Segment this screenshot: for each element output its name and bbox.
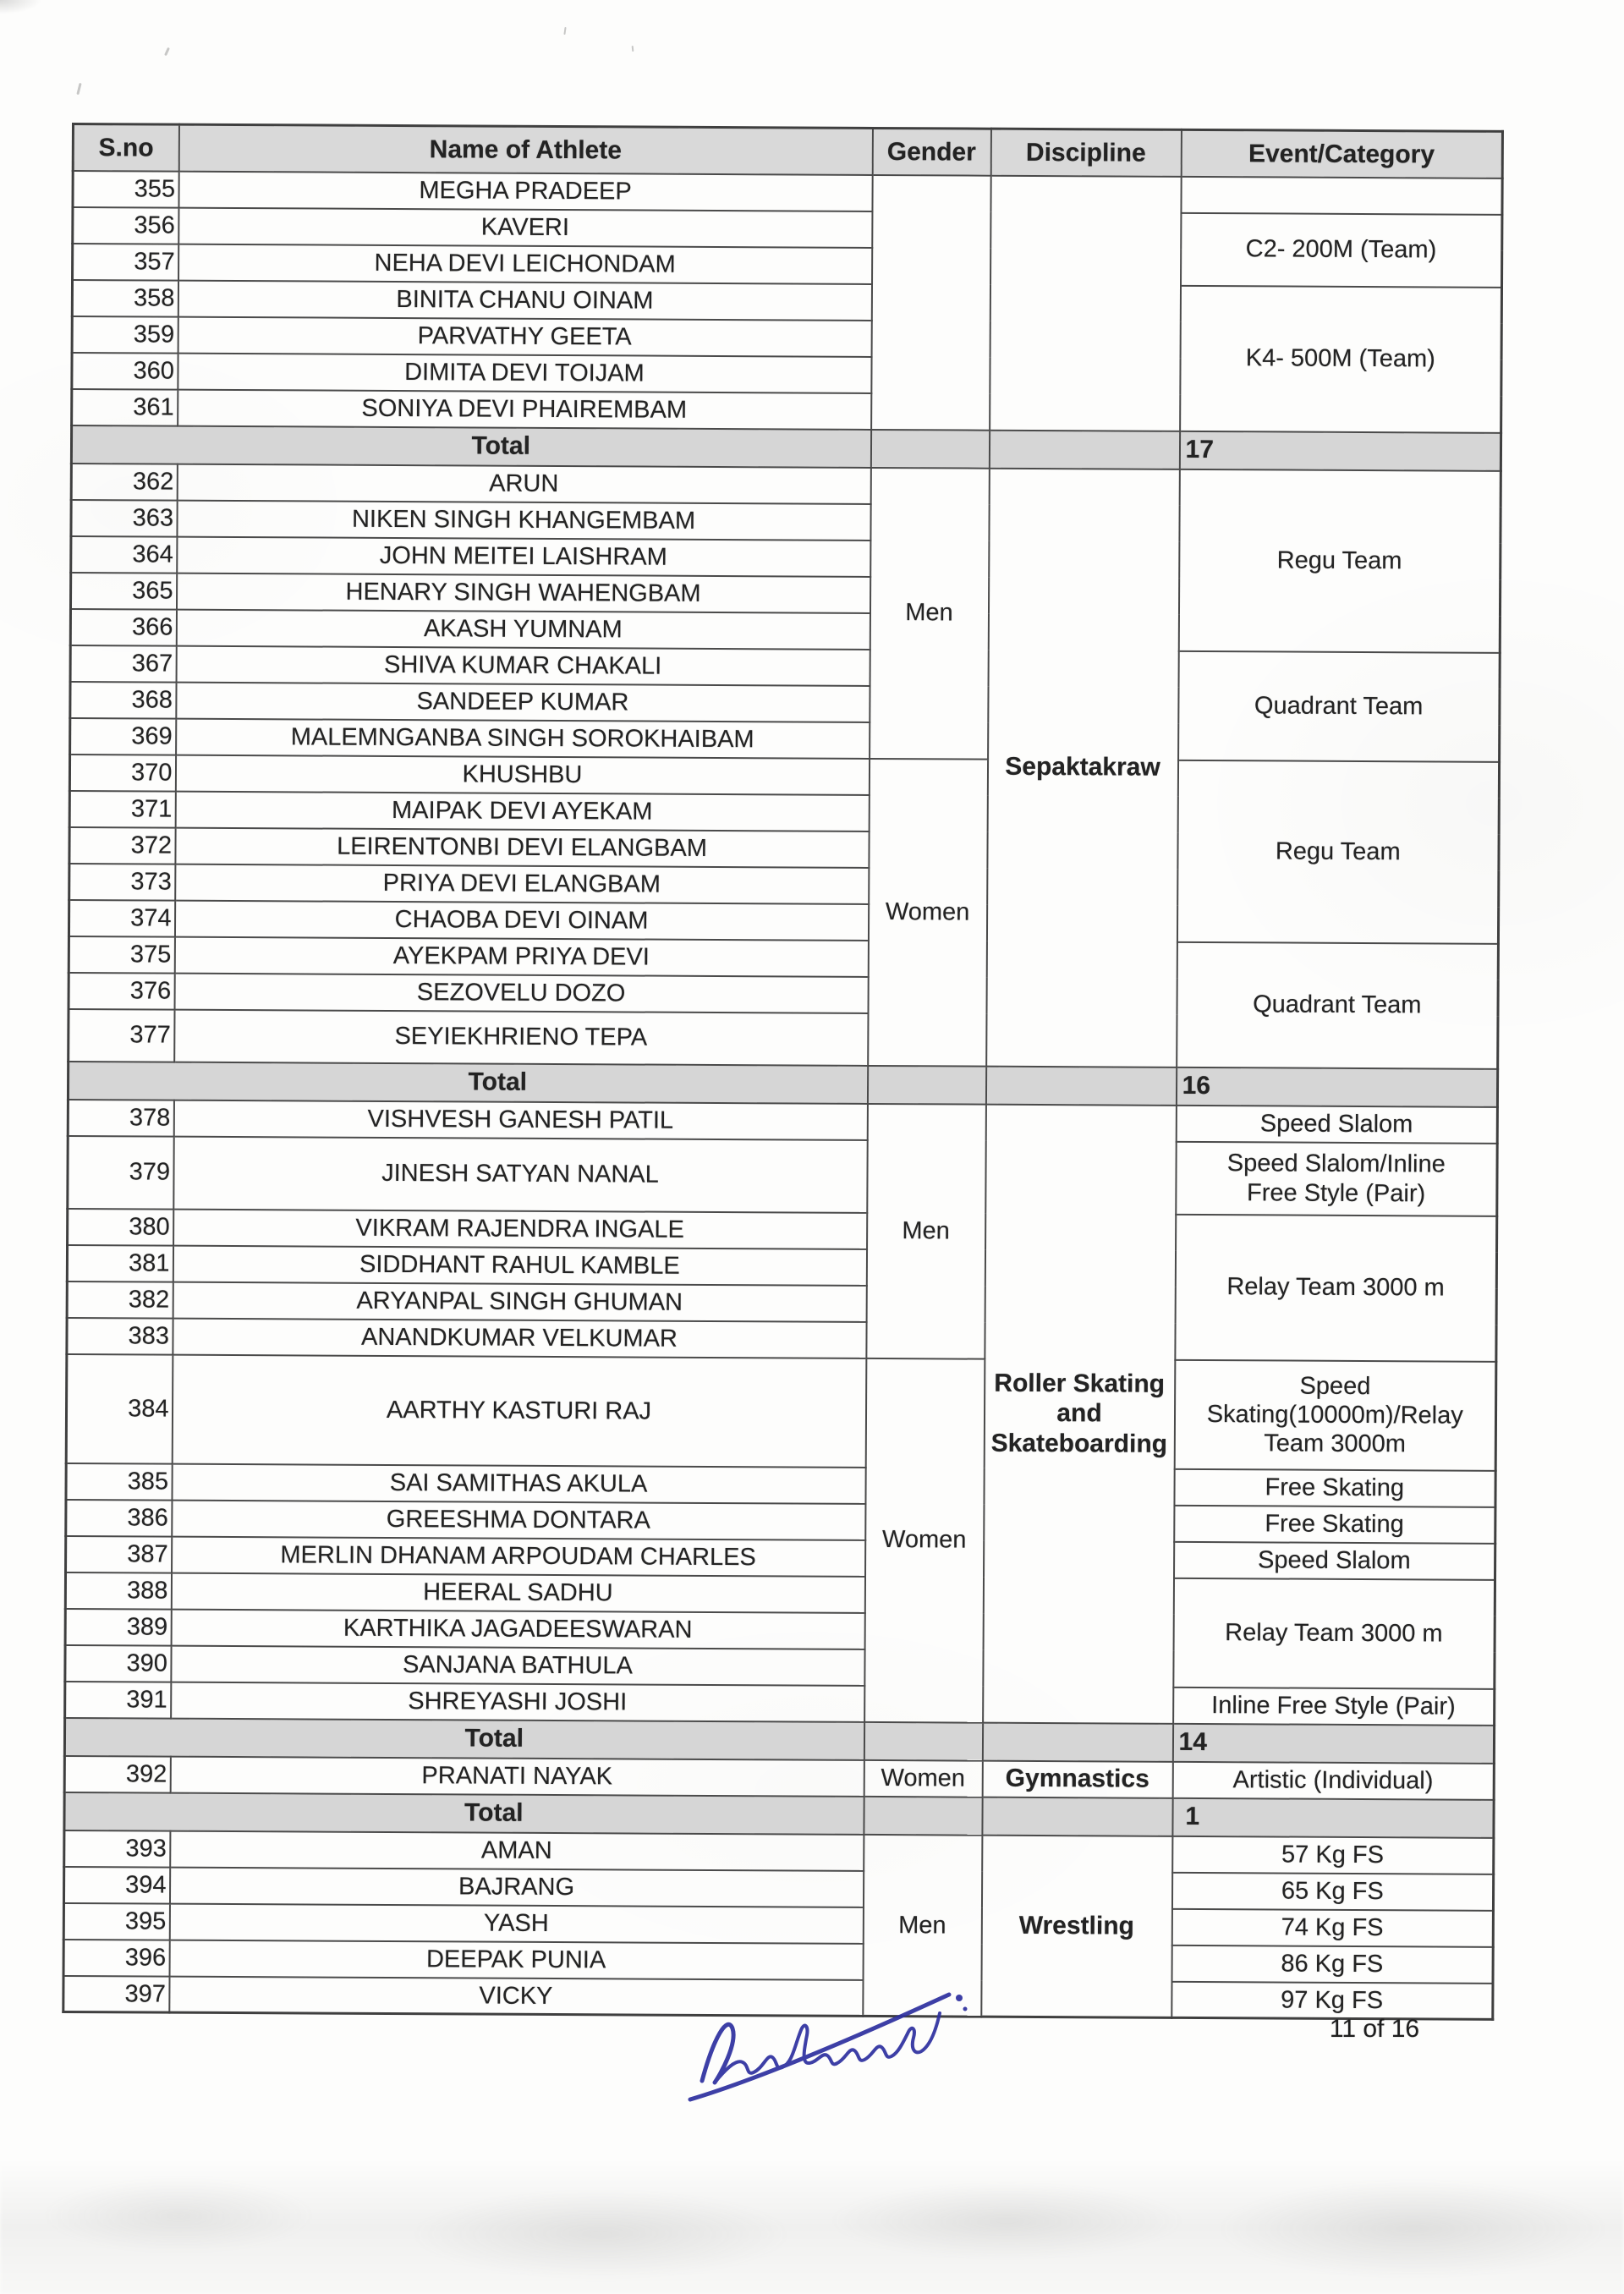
event-cell: 97 Kg FS	[1171, 1981, 1493, 2019]
sno-cell: 389	[65, 1608, 171, 1645]
name-cell: JINESH SATYAN NANAL	[173, 1136, 867, 1212]
sno-cell: 386	[66, 1499, 172, 1536]
name-cell: SAI SAMITHAS AKULA	[172, 1463, 865, 1503]
total-blank	[864, 1721, 982, 1760]
name-cell: AKASH YUMNAM	[176, 609, 870, 649]
athlete-table	[62, 123, 1504, 2021]
name-cell: SANDEEP KUMAR	[176, 682, 870, 722]
sno-cell: 372	[69, 826, 175, 864]
gender-cell: Women	[864, 1759, 982, 1797]
name-cell: DEEPAK PUNIA	[169, 1940, 863, 1979]
event-cell: Free Skating	[1174, 1505, 1495, 1543]
event-cell: 65 Kg FS	[1171, 1872, 1493, 1910]
athlete-table-sheet	[62, 123, 1504, 2021]
event-cell: Speed Slalom	[1174, 1541, 1495, 1579]
sno-cell: 395	[63, 1902, 169, 1940]
total-value: 1	[1172, 1797, 1494, 1837]
event-cell: Speed Skating(10000m)/Relay Team 3000m	[1174, 1359, 1496, 1470]
name-cell: KARTHIKA JAGADEESWARAN	[171, 1609, 864, 1649]
total-value: 16	[1176, 1067, 1497, 1106]
sno-cell: 366	[70, 609, 176, 646]
name-cell: ANANDKUMAR VELKUMAR	[173, 1318, 866, 1358]
sno-cell: 355	[73, 171, 178, 208]
name-cell: AYEKPAM PRIYA DEVI	[174, 936, 868, 976]
name-cell: MERLIN DHANAM ARPOUDAM CHARLES	[172, 1536, 865, 1576]
name-cell: AMAN	[170, 1830, 864, 1870]
table-row	[66, 1353, 1496, 1470]
name-cell: MEGHA PRADEEP	[178, 171, 872, 211]
total-blank	[867, 1065, 985, 1104]
gender-cell: Men	[863, 1834, 982, 2017]
gender-cell: Men	[866, 1103, 986, 1358]
total-label: Total	[68, 1061, 867, 1103]
sno-cell: 359	[72, 316, 178, 354]
sno-cell: 384	[66, 1353, 173, 1463]
pencil-mark	[563, 27, 566, 35]
event-cell: K4- 500M (Team)	[1180, 285, 1502, 432]
discipline-cell: Sepaktakraw	[986, 468, 1180, 1067]
table-row	[68, 1135, 1497, 1216]
event-cell: Regu Team	[1178, 469, 1501, 652]
name-cell: PRANATI NAYAK	[170, 1756, 864, 1796]
header-discipline: Discipline	[990, 129, 1181, 176]
event-cell: Relay Team 3000 m	[1173, 1578, 1495, 1688]
sno-cell: 387	[66, 1535, 172, 1572]
event-cell: Inline Free Style (Pair)	[1173, 1687, 1495, 1725]
event-cell: Speed Slalom	[1176, 1105, 1497, 1143]
sno-cell: 393	[64, 1830, 170, 1867]
sno-cell: 376	[69, 972, 174, 1009]
event-cell: Speed Slalom/Inline Free Style (Pair)	[1176, 1141, 1497, 1216]
name-cell: DIMITA DEVI TOIJAM	[178, 353, 871, 392]
name-cell: SEYIEKHRIENO TEPA	[174, 1009, 868, 1065]
event-cell: 57 Kg FS	[1172, 1836, 1494, 1874]
sno-cell: 367	[70, 645, 176, 682]
total-blank	[982, 1722, 1172, 1761]
name-cell: SHREYASHI JOSHI	[171, 1682, 864, 1721]
name-cell: LEIRENTONBI DEVI ELANGBAM	[175, 827, 869, 867]
sno-cell: 382	[67, 1281, 173, 1318]
sno-cell: 378	[68, 1099, 173, 1136]
name-cell: VISHVESH GANESH PATIL	[173, 1100, 867, 1139]
name-cell: AARTHY KASTURI RAJ	[172, 1354, 866, 1467]
name-cell: YASH	[169, 1903, 863, 1943]
sno-cell: 357	[73, 244, 178, 281]
event-cell: Artistic (Individual)	[1172, 1761, 1494, 1799]
name-cell: PARVATHY GEETA	[178, 316, 871, 356]
discipline-cell	[990, 175, 1182, 431]
name-cell: SEZOVELU DOZO	[174, 973, 868, 1013]
name-cell: HENARY SINGH WAHENGBAM	[176, 573, 870, 612]
event-cell: Free Skating	[1174, 1468, 1495, 1506]
sno-cell: 391	[65, 1681, 171, 1718]
sno-cell: 360	[72, 353, 178, 390]
header-event: Event/Category	[1181, 129, 1502, 178]
name-cell: CHAOBA DEVI OINAM	[174, 900, 868, 940]
discipline-cell: Roller Skating and Skateboarding	[983, 1104, 1177, 1723]
event-cell: Regu Team	[1177, 760, 1499, 943]
total-blank	[989, 430, 1179, 469]
page-number: 11 of 16	[1329, 2015, 1420, 2043]
total-value: 14	[1172, 1723, 1494, 1763]
event-cell	[1181, 176, 1502, 214]
name-cell: VIKRAM RAJENDRA INGALE	[173, 1209, 867, 1249]
sno-cell: 370	[69, 754, 175, 791]
pencil-mark	[164, 47, 170, 56]
sno-cell: 392	[64, 1755, 170, 1792]
pencil-mark	[76, 83, 81, 95]
total-blank	[864, 1796, 982, 1835]
name-cell: BINITA CHANU OINAM	[178, 280, 871, 320]
sno-cell: 368	[70, 681, 176, 718]
name-cell: KAVERI	[178, 207, 872, 247]
total-label: Total	[64, 1792, 864, 1834]
name-cell: MAIPAK DEVI AYEKAM	[175, 791, 869, 831]
name-cell: BAJRANG	[169, 1867, 863, 1907]
sno-cell: 383	[67, 1317, 173, 1354]
name-cell: SIDDHANT RAHUL KAMBLE	[173, 1245, 866, 1285]
name-cell: ARYANPAL SINGH GHUMAN	[173, 1281, 866, 1321]
sno-cell: 396	[63, 1939, 169, 1976]
sno-cell: 373	[69, 863, 175, 900]
name-cell: HEERAL SADHU	[171, 1572, 864, 1612]
sno-cell: 364	[71, 536, 177, 574]
table-header-row	[73, 124, 1502, 178]
total-blank	[985, 1066, 1176, 1105]
sno-cell: 397	[63, 1975, 169, 2012]
gender-cell: Men	[870, 467, 990, 759]
discipline-cell: Gymnastics	[982, 1760, 1172, 1797]
total-blank	[982, 1797, 1172, 1836]
name-cell: SHIVA KUMAR CHAKALI	[176, 645, 870, 685]
name-cell: VICKY	[169, 1976, 863, 2016]
total-label: Total	[64, 1717, 864, 1759]
sno-cell: 369	[70, 717, 176, 755]
gender-cell	[871, 174, 991, 430]
event-cell: 74 Kg FS	[1171, 1908, 1493, 1946]
signature-ink	[677, 1981, 973, 2116]
name-cell: MALEMNGANBA SINGH SOROKHAIBAM	[176, 718, 870, 758]
event-cell: Quadrant Team	[1178, 650, 1501, 761]
sno-cell: 381	[67, 1244, 173, 1281]
sno-cell: 375	[69, 936, 174, 973]
name-cell: SONIYA DEVI PHAIREMBAM	[178, 389, 871, 429]
gender-cell: Women	[868, 758, 988, 1066]
sno-cell: 380	[68, 1208, 173, 1245]
sno-cell: 356	[73, 207, 178, 244]
event-cell: Quadrant Team	[1177, 941, 1499, 1068]
sno-cell: 379	[68, 1135, 173, 1209]
name-cell: KHUSHBU	[175, 755, 869, 794]
sno-cell: 377	[69, 1008, 174, 1062]
sno-cell: 385	[66, 1463, 172, 1500]
name-cell: ARUN	[177, 464, 870, 503]
header-sno: S.no	[73, 124, 178, 172]
sno-cell: 361	[72, 389, 178, 426]
sno-cell: 363	[71, 500, 177, 537]
sno-cell: 362	[71, 464, 177, 501]
pencil-mark	[632, 46, 634, 52]
event-cell: Relay Team 3000 m	[1175, 1214, 1497, 1361]
sno-cell: 394	[63, 1866, 169, 1903]
sno-cell: 371	[69, 790, 175, 827]
total-value: 17	[1179, 431, 1501, 470]
name-cell: JOHN MEITEI LAISHRAM	[177, 536, 870, 576]
scanner-shadow	[0, 2159, 1624, 2294]
event-cell: C2- 200M (Team)	[1181, 212, 1502, 287]
sno-cell: 388	[65, 1572, 171, 1609]
name-cell: SANJANA BATHULA	[171, 1645, 864, 1685]
gender-cell: Women	[864, 1358, 985, 1722]
total-label: Total	[71, 425, 870, 468]
sno-cell: 374	[69, 899, 174, 936]
header-name: Name of Athlete	[178, 124, 872, 174]
name-cell: GREESHMA DONTARA	[172, 1500, 865, 1539]
sno-cell: 365	[70, 573, 176, 610]
header-gender: Gender	[872, 128, 990, 175]
sno-cell: 358	[72, 280, 178, 317]
total-blank	[870, 429, 989, 468]
sno-cell: 390	[65, 1644, 171, 1682]
discipline-cell: Wrestling	[981, 1835, 1172, 2017]
name-cell: NEHA DEVI LEICHONDAM	[178, 244, 872, 283]
name-cell: PRIYA DEVI ELANGBAM	[175, 864, 869, 903]
event-cell: 86 Kg FS	[1171, 1945, 1493, 1983]
name-cell: NIKEN SINGH KHANGEMBAM	[177, 500, 870, 540]
